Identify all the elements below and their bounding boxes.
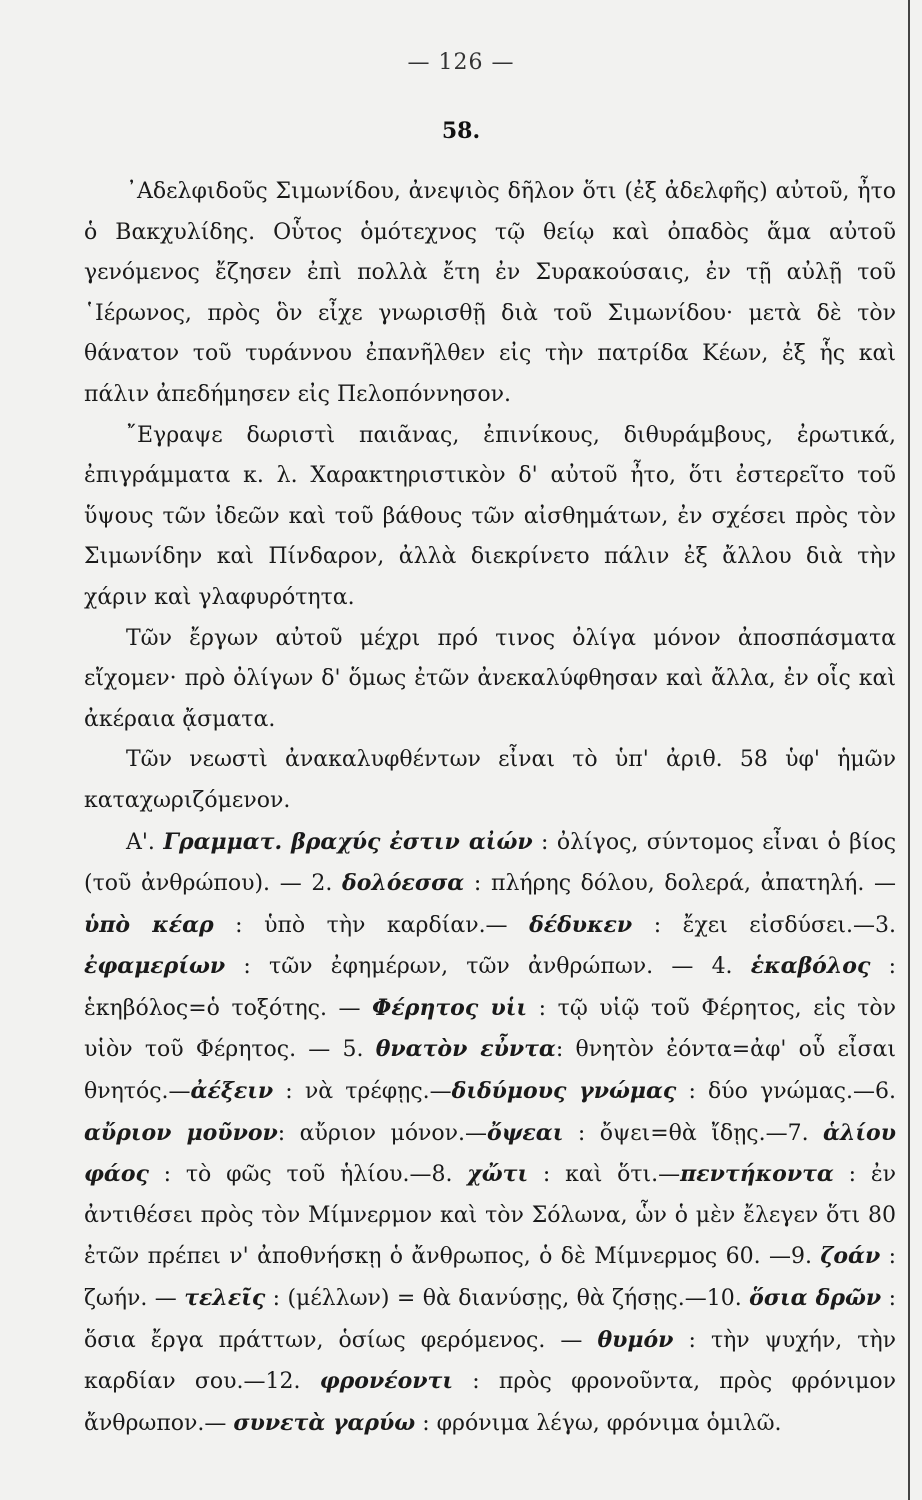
note-text: : ἑκηβόλος=ὁ τοξότης. — xyxy=(84,954,896,1021)
note-text: : νὰ τρέφῃς.— xyxy=(273,1079,452,1105)
note-text: : ὅσια ἔργα πράττων, ὁσίως φερόμενος. — xyxy=(84,1286,897,1353)
note-text: : ὑπὸ τὴν καρδίαν.— xyxy=(213,912,530,938)
note-text: : δύο γνώμας.—6. xyxy=(676,1079,896,1105)
note-lemma: αὔριον μοῦνον xyxy=(84,1119,278,1146)
note-lemma: συνετὰ γαρύω xyxy=(233,1409,416,1436)
note-lemma: ζοάν xyxy=(820,1243,881,1270)
note-text: : ἔχει εἰσδύσει.—3. xyxy=(632,912,896,938)
note-text: : πρὸς φρονοῦντα, πρὸς φρόνιμον ἄνθρωπον.— xyxy=(84,1369,896,1436)
intro-paragraph-2: ῎Εγραψε δωριστὶ παιᾶνας, ἐπινίκους, διθυράμβους, ἐρωτικά, ἐπιγράμματα κ. λ. Χαρακτηριστικὸν δ' αὐτοῦ ἦτο, ὅτι ἐστερεῖτο τοῦ ὕψους τῶν ἰδεῶν καὶ τοῦ βάθους τῶν αἰσθημάτων, ἐν σχέσει πρὸς τὸν Σιμωνίδην καὶ Πίνδαρον, ἀλλὰ διεκρίνετο πάλιν ἐξ ἄλλου διὰ τὴν χάριν καὶ γλαφυρότητα. xyxy=(84,422,896,610)
note-lemma: πεντήκοντα xyxy=(680,1161,834,1188)
note-text: : ζωήν. — xyxy=(84,1244,897,1312)
note-lemma: θυμόν xyxy=(597,1326,674,1353)
note-lemma: ὑπὸ κέαρ xyxy=(84,911,214,938)
intro-paragraph-3: Τῶν ἔργων αὐτοῦ μέχρι πρό τινος ὀλίγα μόνον ἀποσπάσματα εἴχομεν· πρὸ ὀλίγων δ' ὅμως ἐτῶν ἀνεκαλύφθησαν καὶ ἄλλα, ἐν οἷς καὶ ἀκέραια ᾄσματα. xyxy=(84,625,896,732)
note-lemma: Γραμματ. βραχύς ἐστιν αἰών xyxy=(163,828,533,855)
note-text: : καὶ ὅτι.— xyxy=(528,1162,681,1188)
page-body xyxy=(84,172,896,1444)
note-text: : ὀλίγος, σύντομος εἶναι ὁ βίος (τοῦ ἀνθρώπου). — 2. xyxy=(84,829,897,897)
note-lemma: χὤτι xyxy=(467,1161,529,1188)
intro-paragraph-1: ᾿Αδελφιδοῦς Σιμωνίδου, ἀνεψιὸς δῆλον ὅτι (ἐξ ἀδελφῆς) αὐτοῦ, ἦτο ὁ Βακχυλίδης. Οὗτος ὁμότεχνος τῷ θείῳ καὶ ὀπαδὸς ἅμα αὐτοῦ γενόμενος ἔζησεν ἐπὶ πολλὰ ἔτη ἐν Συρακούσαις, ἐν τῇ αὐλῇ τοῦ ῾Ιέρωνος, πρὸς ὃν εἶχε γνωρισθῇ διὰ τοῦ Σιμωνίδου· μετὰ δὲ τὸν θάνατον τοῦ τυράννου ἐπανῆλθεν εἰς τὴν πατρίδα Κέων, ἐξ ἧς καὶ πάλιν ἀπεδήμησεν εἰς Πελοπόννησον. xyxy=(84,179,896,407)
page-number: — 126 — xyxy=(407,50,515,75)
note-text: : πλήρης δόλου, δολερά, ἀπατηλή. — xyxy=(464,871,896,897)
note-lemma: ὅσια δρῶν xyxy=(749,1285,882,1312)
note-lemma: θνατὸν εὖντα xyxy=(375,1036,556,1063)
note-lemma: δέδυκεν xyxy=(529,911,633,938)
section-number: 58. xyxy=(441,118,481,144)
note-text: : θνητὸν ἐόντα=ἀφ' οὗ εἶσαι θνητός.— xyxy=(84,1037,897,1105)
note-text: : (μέλλων) = θὰ διανύσῃς, θὰ ζήσῃς.—10. xyxy=(265,1286,750,1312)
note-text: : τῶν ἐφημέρων, τῶν ἀνθρώπων. — 4. xyxy=(225,954,751,980)
note-lemma: Φέρητος υἱι xyxy=(372,994,528,1021)
note-text: : ἐν ἀντιθέσει πρὸς τὸν Μίμνερμον καὶ τὸν Σόλωνα, ὧν ὁ μὲν ἔλεγεν ὅτι 80 ἐτῶν πρέπει ν' ἀποθνήσκῃ ὁ ἄνθρωπος, ὁ δὲ Μίμνερμος 60. —9. xyxy=(84,1162,896,1270)
note-text: Α'. xyxy=(126,829,164,855)
note-lemma: ἁλίου φάος xyxy=(84,1119,896,1188)
note-lemma: ἑκαβόλος xyxy=(750,953,871,980)
note-text: : φρόνιμα λέγω, φρόνιμα ὁμιλῶ. xyxy=(415,1410,782,1436)
page-edge-line xyxy=(908,0,910,1500)
note-lemma: φρονέοντι xyxy=(319,1368,453,1395)
note-lemma: ἐφαμερίων xyxy=(84,953,226,980)
note-lemma: διδύμους γνώμας xyxy=(451,1078,677,1105)
note-text: : αὔριον μόνον.— xyxy=(277,1120,488,1146)
note-lemma: ἀέξειν xyxy=(190,1078,274,1105)
note-text: : τὴν ψυχήν, τὴν καρδίαν σου.—12. xyxy=(84,1327,897,1395)
note-text: : ὄψει=θὰ ἴδῃς.—7. xyxy=(563,1120,824,1146)
note-lemma: δολόεσσα xyxy=(342,870,465,897)
intro-paragraph-4: Τῶν νεωστὶ ἀνακαλυφθέντων εἶναι τὸ ὑπ' ἀριθ. 58 ὑφ' ἡμῶν καταχωριζόμενον. xyxy=(84,747,896,813)
note-text: : τῷ υἱῷ τοῦ Φέρητος, εἰς τὸν υἱὸν τοῦ Φέρητος. — 5. xyxy=(84,995,896,1063)
note-lemma: ὄψεαι xyxy=(487,1119,564,1146)
note-text: : τὸ φῶς τοῦ ἡλίου.—8. xyxy=(148,1162,468,1188)
note-lemma: τελεῖς xyxy=(184,1285,266,1312)
commentary-notes xyxy=(84,822,896,1445)
